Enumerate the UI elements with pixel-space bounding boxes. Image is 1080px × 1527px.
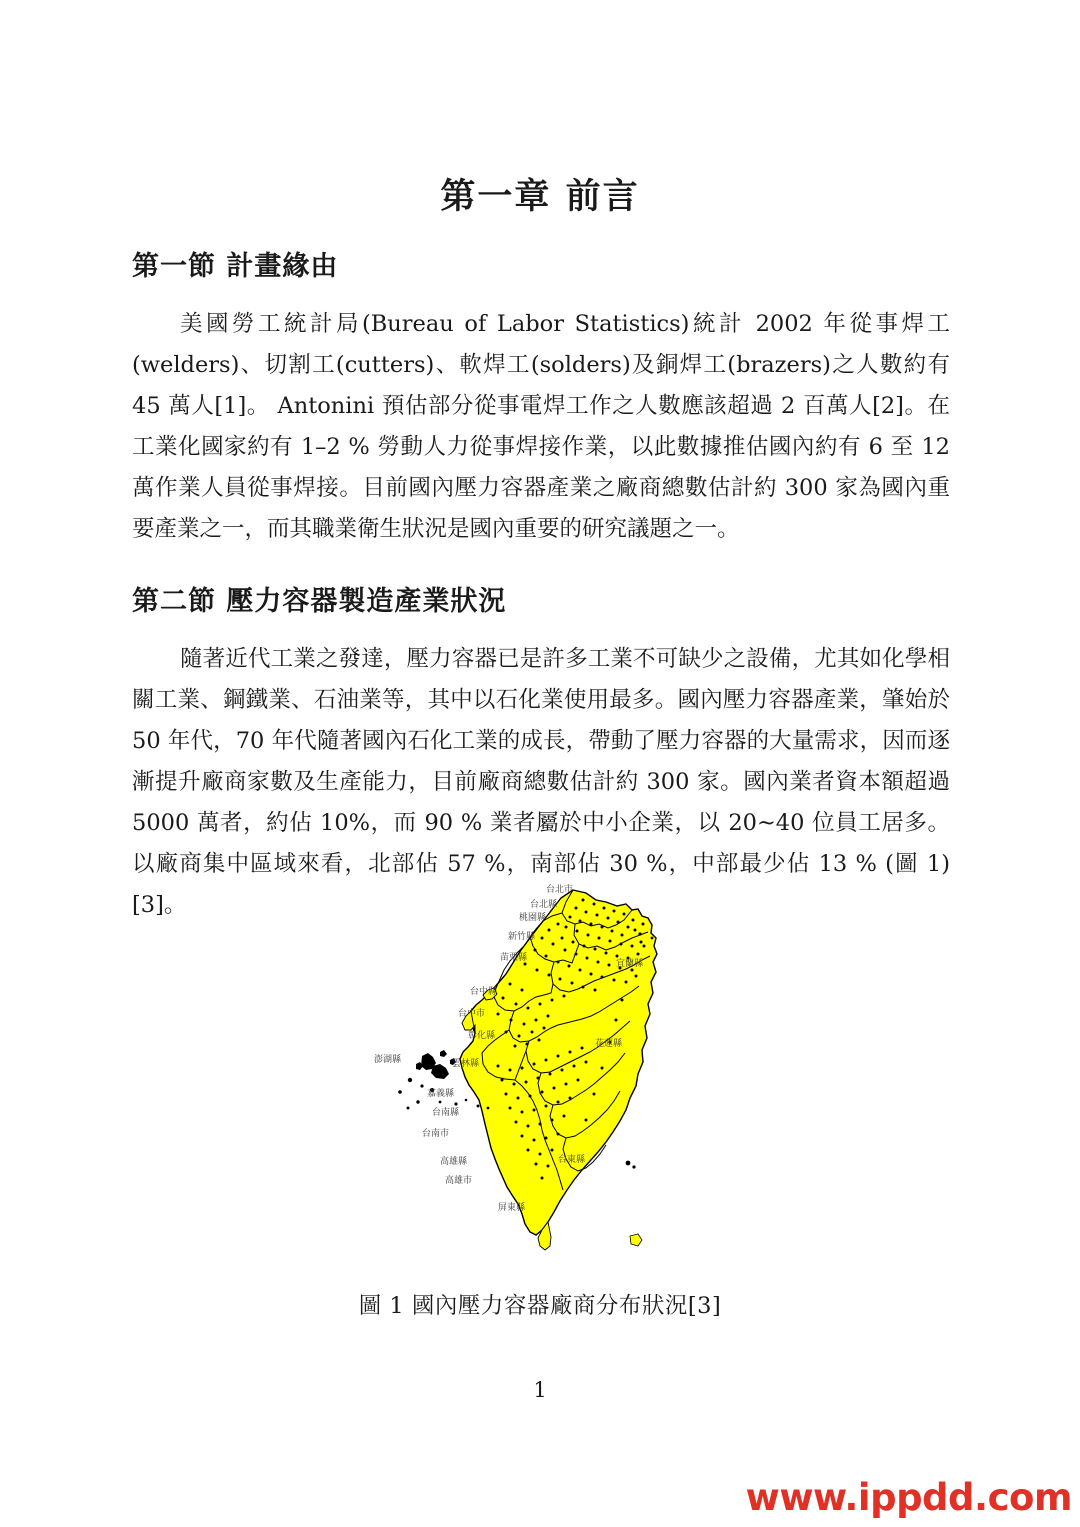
section-heading-1: 第一節 計畫緣由 bbox=[132, 251, 339, 283]
label-hsinchu-county: 新竹縣 bbox=[508, 932, 536, 942]
label-chiayi-county: 嘉義縣 bbox=[427, 1089, 455, 1099]
label-tainan-city: 台南市 bbox=[422, 1129, 450, 1139]
label-hualien-county: 花蓮縣 bbox=[595, 1039, 623, 1049]
label-kaohsiung-county: 高雄縣 bbox=[440, 1157, 468, 1167]
taiwan-main-island bbox=[460, 890, 657, 1235]
label-yunlin-county: 雲林縣 bbox=[452, 1059, 480, 1069]
section-paragraph-2: 隨著近代工業之發達，壓力容器已是許多工業不可缺少之設備，尤其如化學相關工業、鋼鐵業、石油業等，其中以石化業使用最多。國內壓力容器產業，肇始於 50 年代，70 年代隨著國內石化工業的成長，帶動了壓力容器的大量需求，因而逐漸提升廠商家數及生產能力，目前廠商總數估計約 300 家。國內業者資本額超過 5000 萬者，約佔 10%，而 90 % 業者屬於中小企業，以 20~40 位員工居多。以廠商集中區域來看，北部佔 57 %，南部佔 30 %，中部最少佔 13 % (圖 1)[3]。 bbox=[132, 645, 950, 918]
section-paragraph-1: 美國勞工統計局(Bureau of Labor Statistics)統計 2002 年從事焊工(welders)、切割工(cutters)、軟焊工(solders)及銅焊工(brazers)之人數約有 45 萬人[1]。 Antonini 預估部分從事電焊工作之人數應該超過 2 百萬人[2]。在工業化國家約有 1–2 % 勞動人力從事焊接作業，以此數據推估國內約有 6 至 12 萬作業人員從事焊接。目前國內壓力容器產業之廠商總數估計約 300 家為國內重要產業之一，而其職業衛生狀況是國內重要的研究議題之一。 bbox=[132, 310, 950, 542]
figure-caption: 圖 1 國內壓力容器廠商分布狀況[3] bbox=[358, 1293, 722, 1319]
label-taichung-county: 台中縣 bbox=[470, 987, 498, 997]
taiwan-distribution-map bbox=[370, 880, 710, 1275]
label-changhua-county: 彰化縣 bbox=[468, 1031, 496, 1041]
watermark-ippdd: www.ippdd.com bbox=[745, 1476, 1072, 1519]
label-taitung-county: 台東縣 bbox=[558, 1155, 586, 1165]
label-tainan-county: 台南縣 bbox=[432, 1108, 460, 1118]
label-miaoli-county: 苗栗縣 bbox=[500, 953, 528, 963]
label-penghu-county: 澎湖縣 bbox=[374, 1055, 402, 1065]
label-taipei-city: 台北市 bbox=[546, 885, 574, 895]
label-taipei-county: 台北縣 bbox=[530, 900, 558, 910]
label-taichung-city: 台中市 bbox=[458, 1009, 486, 1019]
label-taoyuan-county: 桃園縣 bbox=[519, 913, 547, 923]
label-pingtung-county: 屏東縣 bbox=[498, 1203, 526, 1213]
section-heading-2: 第二節 壓力容器製造產業狀況 bbox=[132, 586, 507, 618]
label-yilan-county: 宜蘭縣 bbox=[616, 959, 644, 969]
page-number: 1 bbox=[533, 1378, 547, 1402]
chapter-title: 第一章 前言 bbox=[440, 176, 640, 218]
figure-1 bbox=[0, 880, 1080, 1279]
label-kaohsiung-city: 高雄市 bbox=[445, 1176, 473, 1186]
